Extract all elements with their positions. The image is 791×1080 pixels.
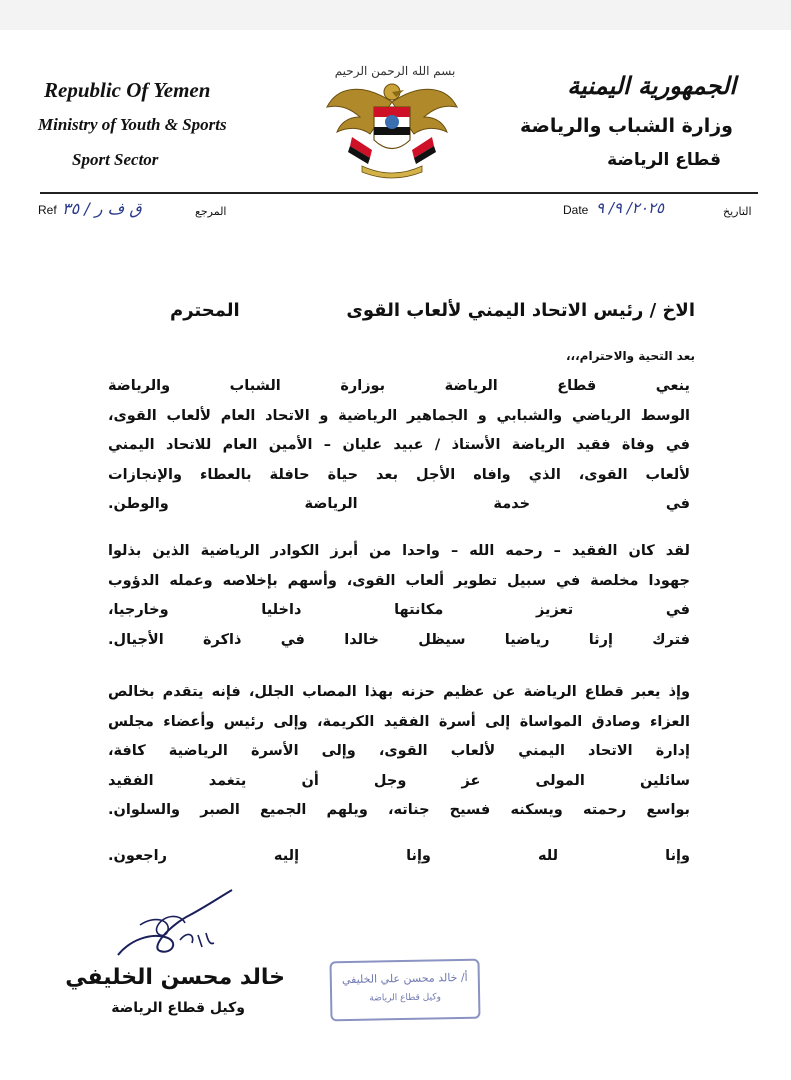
header-divider — [40, 192, 758, 194]
ref-label: Ref — [38, 203, 57, 217]
paragraph-line: وإنا لله وإنا إليه راجعون. — [108, 848, 690, 864]
paragraph-line: فترك إرثا رياضيا سيظل خالدا في ذاكرة الأجيال. — [108, 631, 690, 648]
handwritten-signature-icon — [110, 885, 240, 970]
header-en-sector: Sport Sector — [72, 150, 159, 169]
ref-label-ar: المرجع — [195, 205, 227, 218]
paragraph-line: العزاء وصادق المواساة إلى أسرة الفقيد الكريمة، وإلى رئيس وأعضاء مجلس — [108, 713, 690, 730]
paragraph-line: جهودا مخلصة في سبيل تطوير ألعاب القوى، وأسهم بإخلاصه وعمله الدؤوب — [108, 572, 690, 589]
paragraph-line: بواسع رحمته ويسكنه فسيح جناته، ويلهم الجميع الصبر والسلوان. — [108, 802, 690, 818]
basmala-text: بسم الله الرحمن الرحيم — [334, 64, 456, 78]
date-label-ar: التاريخ — [723, 205, 752, 218]
letter-recipient: الاخ / رئيس الاتحاد اليمني لألعاب القوى — [346, 300, 695, 321]
paragraph-line: إدارة الاتحاد اليمني لألعاب القوى، وإلى الأسرة الرياضية كافة، — [108, 743, 690, 759]
paragraph-line: لألعاب القوى، الذي وافاه الأجل بعد حياة حافلة بالعطاء والإنجازات — [108, 466, 690, 483]
official-stamp — [329, 959, 480, 1022]
header-ar-ministry: وزارة الشباب والرياضة — [519, 115, 733, 137]
signatory-title: وكيل قطاع الرياضة — [111, 1000, 245, 1016]
letter-paragraph-4 — [108, 842, 690, 872]
signatory-name: خالد محسن الخليفي — [65, 965, 285, 990]
paragraph-line: ينعي قطاع الرياضة بوزارة الشباب والرياضة — [108, 378, 690, 394]
letter-paragraph-1 — [108, 372, 690, 520]
yemen-eagle-emblem-icon — [322, 62, 462, 182]
ref-value: ق ف ر / ٣٥ — [62, 199, 142, 218]
paragraph-line: في وفاة فقيد الرياضة الأستاذ / عبيد عليان – الأمين العام للاتحاد اليمني — [108, 437, 690, 453]
date-label: Date — [563, 203, 589, 217]
letter-honorific: المحترم — [170, 300, 240, 321]
date-value: ٢٠٢٥/ ٩/ ٩ — [596, 199, 665, 217]
paragraph-line: لقد كان الفقيد – رحمه الله – واحدا من أبرز الكوادر الرياضية الذين بذلوا — [108, 543, 690, 559]
paragraph-line: وإذ يعبر قطاع الرياضة عن عظيم حزنه بهذا المصاب الجلل، فإنه يتقدم بخالص — [108, 684, 690, 700]
paragraph-line: في تعزيز مكانتها داخليا وخارجيا، — [108, 602, 690, 618]
letter-paragraph-3 — [108, 678, 690, 826]
letter-greeting: بعد التحية والاحترام،،، — [565, 349, 695, 363]
header-ar-country: الجمهورية اليمنية — [567, 72, 736, 100]
paragraph-line: في خدمة الرياضة والوطن. — [108, 496, 690, 512]
paragraph-line: الوسط الرياضي والشبابي و الجماهير الرياضية و الاتحاد العام لألعاب القوى، — [108, 407, 690, 424]
header-en-ministry: Ministry of Youth & Sports — [38, 115, 227, 134]
top-margin-band — [0, 0, 791, 30]
paragraph-line: سائلين المولى عز وجل أن يتغمد الفقيد — [108, 772, 690, 789]
header-ar-sector: قطاع الرياضة — [607, 150, 721, 170]
letter-paragraph-2 — [108, 537, 690, 655]
stamp-title: وكيل قطاع الرياضة — [369, 992, 442, 1004]
header-en-country: Republic Of Yemen — [44, 78, 211, 102]
stamp-name: أ/ خالد محسن علي الخليفي — [341, 970, 468, 987]
